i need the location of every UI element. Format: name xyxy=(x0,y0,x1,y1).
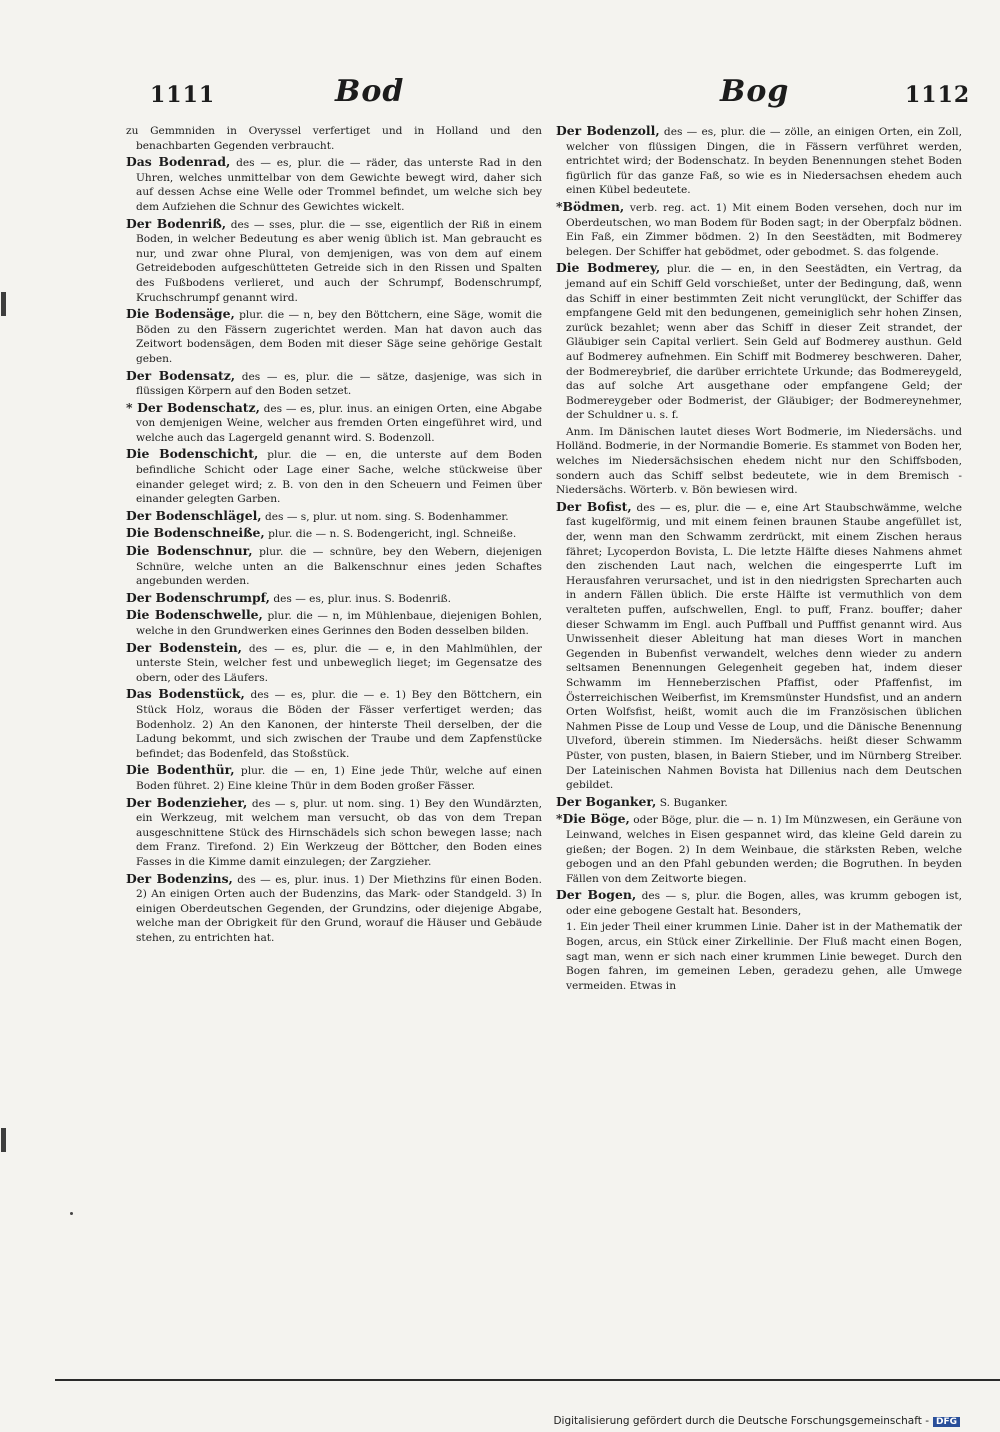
entry-definition: S. Buganker. xyxy=(659,796,728,809)
dictionary-entry xyxy=(556,795,962,811)
entry-headword: Der Bodenschlägel, xyxy=(126,507,262,523)
entry-definition: des — es, plur. inus. an einigen Orten, eine Abgabe von demjenigen Weine, welcher aus fremden Orten eingeführet wird, und welche auch das Lagergeld genannt wird. S. Bodenzoll. xyxy=(136,402,542,444)
dictionary-entry xyxy=(126,447,542,506)
left-column xyxy=(126,124,542,947)
entry-definition: des — es, plur. die — zölle, an einigen Orten, ein Zoll, welcher von flüssigen Dingen, die in Fässern verführet werden, entrichtet wird; der Bodenschatz. In beyden Benennungen stehet Boden figürlich für das ganze Faß, so wie es in Niedersachsen ehedem auch einen Kübel bedeutete. xyxy=(566,126,962,197)
entry-definition: 1. Ein jeder Theil einer krummen Linie. Daher ist in der Mathematik der Bogen, arcus, ein Stück einer Zirkellinie. Der Fluß macht einen Bogen, sagt man, wenn er sich nach einer krummen Linie beweget. Durch den Bogen fahren, im gemeinen Leben, geradezu gehen, alle Umwege vermeiden. Etwas in xyxy=(566,921,962,992)
entry-headword: Der Bodenzoll, xyxy=(556,123,660,138)
entry-headword: Der Bodenstein, xyxy=(126,639,242,655)
right-page-number: 1112 xyxy=(905,82,971,108)
entry-definition: des — es, plur. die — e, in den Mahlmühlen, der unterste Stein, welcher fest und unbeweglich lieget; im Gegensatze des obern, oder des Läufers. xyxy=(136,642,542,684)
dictionary-entry xyxy=(126,641,542,686)
dictionary-entry xyxy=(556,500,962,793)
entry-definition: plur. die — n, bey den Böttchern, eine Säge, womit die Böden zu den Fässern zugerichtet werden. Man hat davon auch das Zeitwort bodensägen, dem Boden mit dieser Säge seine gehörige Gestalt geben. xyxy=(136,309,542,365)
entry-definition: Anm. Im Dänischen lautet dieses Wort Bodmerie, im Niedersächs. und Holländ. Bodmerie, in der Normandie Bomerie. Es stammet von Boden her, welches im Niedersächsischen ehedem nicht nur den Schiffsboden, sondern auch das Schiff selbst bedeutete, wie in dem Bremisch - Niedersächs. Wörterb. v. Bön bewiesen wird. xyxy=(556,425,962,497)
entry-headword: Die Bodenschnur, xyxy=(126,543,253,559)
dictionary-entry xyxy=(126,526,542,542)
digitization-footer xyxy=(553,1415,960,1427)
entry-headword: *Die Böge, xyxy=(556,811,630,827)
dictionary-entry xyxy=(126,155,542,214)
entry-headword: Der Bodenzieher, xyxy=(126,794,248,810)
entry-headword: Die Bodensäge, xyxy=(126,306,235,322)
dfg-logo: DFG xyxy=(933,1417,960,1427)
dictionary-entry xyxy=(126,369,542,399)
entry-headword: *Bödmen, xyxy=(556,198,625,214)
entry-headword: Die Bodenschneiße, xyxy=(126,525,265,541)
entry-headword: Das Bodenstück, xyxy=(126,686,245,702)
dictionary-entry xyxy=(556,261,962,423)
dictionary-entry xyxy=(556,425,962,498)
entry-definition: zu Gemmniden in Overyssel verfertiget und in Holland und den benachbarten Gegenden verbraucht. xyxy=(126,125,542,152)
entry-definition: verb. reg. act. 1) Mit einem Boden versehen, doch nur im Oberdeutschen, wo man Bodem für Boden sagt; in der Oberpfalz bödnen. Ein Faß, ein Zimmer bödmen. 2) In den Seestädten, mit Bodmerey belegen. Der Schiffer hat gebödmet, oder gebodmet. S. das folgende. xyxy=(566,201,963,258)
dictionary-entry xyxy=(556,124,962,198)
entry-definition: plur. die — en, die unterste auf dem Boden befindliche Schicht oder Lage einer Sache, welche stückweise über einander geleget wird; z. B. von den in den Scheuern und Feimen über einander gelegten Garben. xyxy=(136,449,542,506)
entry-definition: des — es, plur. die — e. 1) Bey den Böttchern, ein Stück Holz, woraus die Böden der Fässer verfertiget werden; das Bodenholz. 2) An den Kanonen, der hinterste Theil derselben, der die Ladung bekommt, und sich zwischen der Traube und dem Zapfenstücke befindet; das Bodenfeld, das Stoßstück. xyxy=(136,689,542,760)
footer-text: Digitalisierung gefördert durch die Deutsche Forschungsgemeinschaft - xyxy=(553,1415,929,1427)
dictionary-entry xyxy=(126,509,542,525)
entry-headword: Der Bogen, xyxy=(556,887,637,903)
right-column xyxy=(556,124,962,995)
bottom-rule xyxy=(55,1379,1000,1381)
entry-definition: plur. die — en, 1) Eine jede Thür, welche auf einen Boden führet. 2) Eine kleine Thür in dem Boden großer Fässer. xyxy=(136,765,542,792)
entry-definition: des — s, plur. ut nom. sing. S. Bodenhammer. xyxy=(264,510,509,523)
page-edge-mark xyxy=(1,292,6,316)
entry-definition: des — es, plur. inus. 1) Der Miethzins für einen Boden. 2) An einigen Orten auch der Budenzins, das Mark- oder Standgeld. 3) In einigen Oberdeutschen Gegenden, der Grundzins, oder diejenige Abgabe, welche man der Obrigkeit für den Grund, worauf die Häuser und Gebäude stehen, zu entrichten hat. xyxy=(136,873,542,944)
entry-headword: Der Boganker, xyxy=(556,793,657,809)
entry-definition: des — es, plur. inus. S. Bodenriß. xyxy=(273,592,451,605)
right-running-head: Bog xyxy=(720,74,790,109)
dictionary-entry xyxy=(126,872,542,946)
dictionary-entry xyxy=(556,920,962,993)
entry-definition: oder Böge, plur. die — n. 1) Im Münzwesen, ein Geräune von Leinwand, welches in Eisen gespannet wird, das kleine Geld darein zu gießen; der Bogen. 2) In dem Weinbaue, die stärksten Reben, welche gebogen und an den Pfahl gebunden werden; die Bogruthen. In beyden Fällen von dem Zeitworte biegen. xyxy=(566,814,963,885)
entry-headword: Die Bodmerey, xyxy=(556,260,661,276)
entry-definition: des — s, plur. ut nom. sing. 1) Bey den Wundärzten, ein Werkzeug, mit welchem man versucht, ob das von dem Trepan ausgeschnittene Stück des Hirnschädels sich schon bewegen lasse; nach dem Franz. Tirefond. 2) Ein Werkzeug der Böttcher, den Boden eines Fasses in die Kimme damit einzulegen; der Zargzieher. xyxy=(136,797,542,868)
entry-headword: Die Bodenschicht, xyxy=(126,446,259,462)
dictionary-entry xyxy=(126,687,542,761)
dictionary-entry xyxy=(126,608,542,638)
entry-headword: * Der Bodenschatz, xyxy=(126,399,260,415)
entry-definition: des — es, plur. die — räder, das unterste Rad in den Uhren, welches unmittelbar von dem Gewichte bewegt wird, daher sich auf dessen Achse eine Welle oder Trommel befindet, um welche sich bey dem Aufziehen die Schnur des Gewichtes wickelt. xyxy=(136,157,543,213)
entry-headword: Die Bodenthür, xyxy=(126,762,235,778)
left-running-head: Bod xyxy=(335,74,405,109)
dictionary-entry xyxy=(126,763,542,793)
entry-definition: des — sses, plur. die — sse, eigentlich der Riß in einem Boden, in welcher Bedeutung es aber wenig üblich ist. Man gebraucht es nur, und zwar ohne Plural, von demjenigen, was von dem auf einem Getreideboden aufgeschütteten Getreide sich in den Rissen und Spalten des Fußbodens verlieret, und auch der Schrumpf, Bodenschrumpf, Kruchschrumpf genannt wird. xyxy=(136,218,542,304)
dictionary-entry xyxy=(126,401,542,446)
entry-definition: des — es, plur. die — e, eine Art Staubschwämme, welche fast kugelförmig, und mit einem feinen braunen Staube angefüllet ist, der, wenn man den Schwamm zerdrückt, mit einem Zischen heraus fähret; Lycoperdon Bovista, L. Die letzte Hälfte dieses Nahmens ahmet den zischenden Laut nach, welchen die eingesperrte Luft im Herausfahren verursachet, und ist in den niedrigsten Sprecharten auch in andern Fällen üblich. Die erste Hälfte ist vermuthlich von dem veralteten puffen, aufschwellen, Engl. to puff, Franz. bouffer; daher dieser Schwamm im Engl. auch Puffball und Pufffist genannt wird. Aus Unwissenheit dieser Ableitung hat man dieses Wort in manchen Gegenden in Bubenfist verwandelt, welches denn wieder zu andern seltsamen Benennungen Gelegenheit gegeben hat, indem dieser Schwamm im Henneberzischen Pfaffist, oder Pfaffenfist, im Österreichischen Weiberfist, im Kremsmünster Hundsfist, und an andern Orten Wolfsfist, heißt, womit auch die im Französischen üblichen Nahmen Pisse de Loup und Vesse de Loup, und die Dänische Benennung Ulveford, überein stimmen. Im Niedersächs. heißt dieser Schwamm Püster, von pusten, blasen, in Baiern Stieber, und im Nürnberg Streiber. Der Lateinischen Nahmen Bovista hat Dillenius nach dem Deutschen gebildet. xyxy=(566,501,963,792)
entry-definition: plur. die — en, in den Seestädten, ein Vertrag, da jemand auf ein Schiff Geld vorschießet, unter der Bedingung, daß, wenn das Schiff in einer bestimmten Zeit nicht verunglückt, der Schiffer das empfangene Geld mit den bedungenen, gemeiniglich sehr hohen Zinsen, zurück bezahlet; wenn aber das Schiff in dieser Zeit strandet, der Gläubiger sein Capital verliert. Sein Geld auf Bodmerey austhun. Geld auf Bodmerey aufnehmen. Ein Schiff mit Bodmerey beschweren. Daher, der Bodmereybrief, die darüber errichtete Urkunde; das Bodmereygeld, das auf solche Art ausgethane oder empfangene Geld; der Bodmereygeber oder Bodmerist, der Gläubiger; der Bodmereynehmer, der Schuldner u. s. f. xyxy=(566,263,962,422)
entry-definition: plur. die — schnüre, bey den Webern, diejenigen Schnüre, welche unten an die Balkenschnur eines jeden Schaftes angebunden werden. xyxy=(136,546,542,588)
entry-headword: Der Bodensatz, xyxy=(126,367,236,383)
ink-speck xyxy=(70,1212,73,1215)
dictionary-entry xyxy=(126,796,542,870)
dictionary-entry xyxy=(556,888,962,918)
dictionary-entry xyxy=(556,200,962,259)
entry-headword: Der Bodenzins, xyxy=(126,870,233,886)
entry-headword: Der Bodenschrumpf, xyxy=(126,589,270,605)
entry-definition: plur. die — n. S. Bodengericht, ingl. Schneiße. xyxy=(268,528,517,541)
page-edge-mark xyxy=(1,1128,6,1152)
entry-headword: Der Bodenriß, xyxy=(126,215,227,231)
entry-definition: plur. die — n, im Mühlenbaue, diejenigen Bohlen, welche in den Grundwerken eines Gerinnes den Boden desselben bilden. xyxy=(136,610,542,637)
dictionary-entry xyxy=(126,307,542,366)
dictionary-entry xyxy=(126,591,542,607)
entry-definition: des — s, plur. die Bogen, alles, was krumm gebogen ist, oder eine gebogene Gestalt hat. Besonders, xyxy=(566,890,963,917)
left-page-number: 1111 xyxy=(150,82,216,108)
dictionary-entry xyxy=(126,124,542,153)
dictionary-entry xyxy=(556,812,962,886)
entry-definition: des — es, plur. die — sätze, dasjenige, was sich in flüssigen Körpern auf den Boden setzet. xyxy=(136,370,543,398)
entry-headword: Der Bofist, xyxy=(556,498,632,514)
entry-headword: Die Bodenschwelle, xyxy=(126,607,263,623)
dictionary-entry xyxy=(126,544,542,589)
dictionary-entry xyxy=(126,217,542,306)
entry-headword: Das Bodenrad, xyxy=(126,154,231,170)
